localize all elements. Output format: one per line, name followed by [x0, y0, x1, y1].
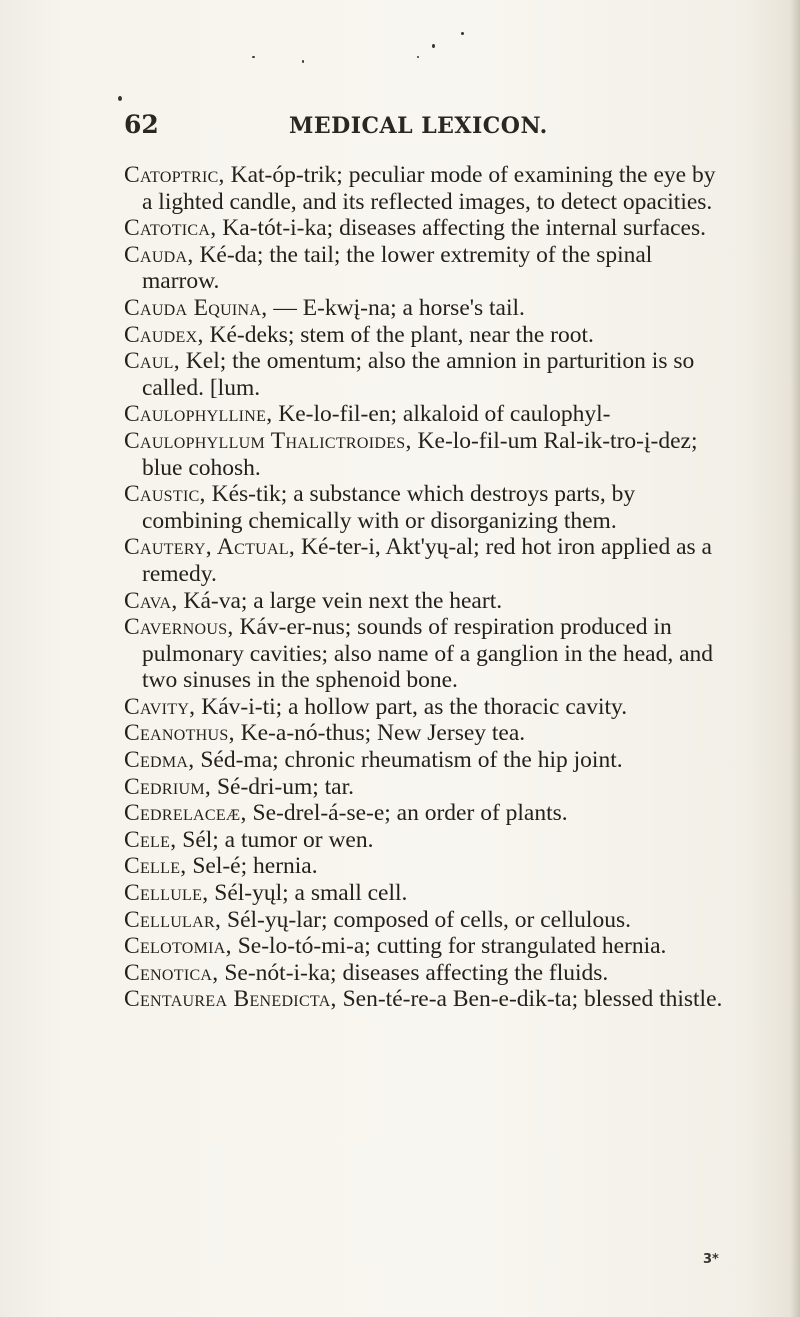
lexicon-entry: [124, 534, 724, 587]
entry-definition: Ké-deks; stem of the plant, near the root.: [203, 321, 594, 348]
entry-definition: Kel; the omentum; also the amnion in parturition is so called. [lum.: [142, 348, 695, 401]
entry-headword: Catoptric,: [124, 162, 225, 188]
entry-definition: Sen-té-re-a Ben-e-dik-ta; blessed thistle.: [336, 986, 723, 1013]
entry-definition: Kés-tik; a substance which destroys parts, by combining chemically with or disorganizing them.: [142, 481, 636, 534]
ink-speck: [118, 96, 122, 101]
lexicon-entry: [124, 322, 724, 349]
page-header: [124, 110, 724, 140]
entry-headword: Cedrium,: [124, 773, 212, 800]
entry-headword: Cellular,: [124, 906, 222, 933]
entry-definition: Sél-yų-lar; composed of cells, or cellulous.: [221, 906, 631, 933]
ink-speck: [252, 56, 255, 58]
lexicon-entry: [124, 215, 724, 242]
lexicon-entry: [124, 907, 724, 934]
running-head: MEDICAL LEXICON.: [289, 113, 548, 139]
lexicon-entry: [124, 800, 724, 827]
entry-definition: Ké-ter-i, Akt'yų-al; red hot iron applied as a remedy.: [142, 534, 712, 587]
entry-definition: Káv-er-nus; sounds of respiration produced in pulmonary cavities; also name of a ganglion in the head, and two sinuses in the sphenoid bone.: [142, 614, 714, 694]
entry-headword: Cedrelaceæ,: [124, 800, 247, 827]
lexicon-entry: [124, 960, 724, 987]
entry-headword: Cele,: [124, 826, 177, 853]
entry-definition: Séd-ma; chronic rheumatism of the hip joint.: [194, 747, 623, 774]
lexicon-entry: [124, 614, 724, 694]
lexicon-entry: [124, 348, 724, 401]
entry-definition: Ke-lo-fil-um Ral-ik-tro-į-dez; blue cohosh.: [142, 427, 698, 481]
entry-headword: Cauda Equina,: [124, 294, 268, 321]
lexicon-entries: [124, 162, 724, 1013]
page-number: 62: [124, 110, 159, 139]
entry-definition: Sel-é; hernia.: [186, 853, 318, 880]
entry-headword: Cedma,: [124, 747, 195, 774]
lexicon-entry: [124, 986, 724, 1013]
entry-headword: Cavernous,: [124, 614, 234, 641]
entry-definition: Ká-va; a large vein next the heart.: [177, 587, 503, 614]
signature-mark: 3*: [703, 1252, 719, 1267]
ink-speck: [461, 32, 464, 35]
entry-definition: Sé-dri-um; tar.: [211, 773, 354, 800]
ink-speck: [432, 44, 435, 48]
lexicon-entry: [124, 720, 724, 747]
entry-headword: Caustic,: [124, 481, 206, 508]
entry-definition: Sél-yųl; a small cell.: [208, 880, 408, 907]
lexicon-entry: [124, 853, 724, 880]
ink-speck: [417, 56, 419, 58]
entry-headword: Cautery, Actual,: [124, 534, 296, 561]
entry-definition: Se-lo-tó-mi-a; cutting for strangulated hernia.: [231, 933, 667, 960]
entry-headword: Celle,: [124, 853, 187, 880]
lexicon-entry: [124, 428, 724, 481]
entry-headword: Cava,: [124, 587, 178, 614]
lexicon-entry: [124, 774, 724, 801]
lexicon-entry: [124, 827, 724, 854]
entry-definition: Ké-da; the tail; the lower extremity of the spinal marrow.: [142, 241, 653, 295]
entry-definition: Ke-lo-fil-en; alkaloid of caulophyl-: [272, 401, 611, 428]
entry-definition: Sél; a tumor or wen.: [176, 826, 374, 853]
entry-headword: Cellule,: [124, 880, 209, 907]
entry-headword: Cauda,: [124, 241, 194, 268]
lexicon-entry: [124, 933, 724, 960]
entry-definition: — E-kwį-na; a horse's tail.: [267, 294, 525, 321]
entry-definition: Se-nót-i-ka; diseases affecting the fluids.: [218, 959, 609, 986]
entry-definition: Se-drel-á-se-e; an order of plants.: [246, 800, 568, 827]
entry-headword: Celotomia,: [124, 933, 232, 960]
lexicon-entry: [124, 295, 724, 322]
entry-headword: Caudex,: [124, 321, 204, 348]
entry-definition: Kat-óp-trik; peculiar mode of examining the eye by a lighted candle, and its reflected images, to detect opacities.: [142, 162, 716, 215]
lexicon-entry: [124, 694, 724, 721]
entry-headword: Ceanothus,: [124, 720, 235, 747]
lexicon-entry: [124, 481, 724, 534]
lexicon-entry: [124, 162, 724, 215]
entry-headword: Cenotica,: [124, 959, 219, 986]
entry-headword: Caulophylline,: [124, 401, 273, 428]
entry-definition: Ka-tót-i-ka; diseases affecting the internal surfaces.: [216, 215, 707, 242]
entry-definition: Káv-i-ti; a hollow part, as the thoracic cavity.: [195, 693, 628, 720]
entry-definition: Ke-a-nó-thus; New Jersey tea.: [234, 720, 526, 747]
entry-headword: Centaurea Benedicta,: [124, 986, 337, 1013]
entry-headword: Caulophyllum Thalictroides,: [124, 427, 412, 454]
entry-headword: Cavity,: [124, 693, 196, 720]
lexicon-entry: [124, 880, 724, 907]
lexicon-entry: [124, 588, 724, 615]
ink-speck: [302, 60, 304, 63]
entry-headword: Caul,: [124, 348, 180, 375]
page-edge-shadow: [790, 0, 800, 1317]
lexicon-entry: [124, 401, 724, 428]
entry-headword: Catotica,: [124, 215, 217, 242]
lexicon-entry: [124, 242, 724, 295]
lexicon-entry: [124, 747, 724, 774]
